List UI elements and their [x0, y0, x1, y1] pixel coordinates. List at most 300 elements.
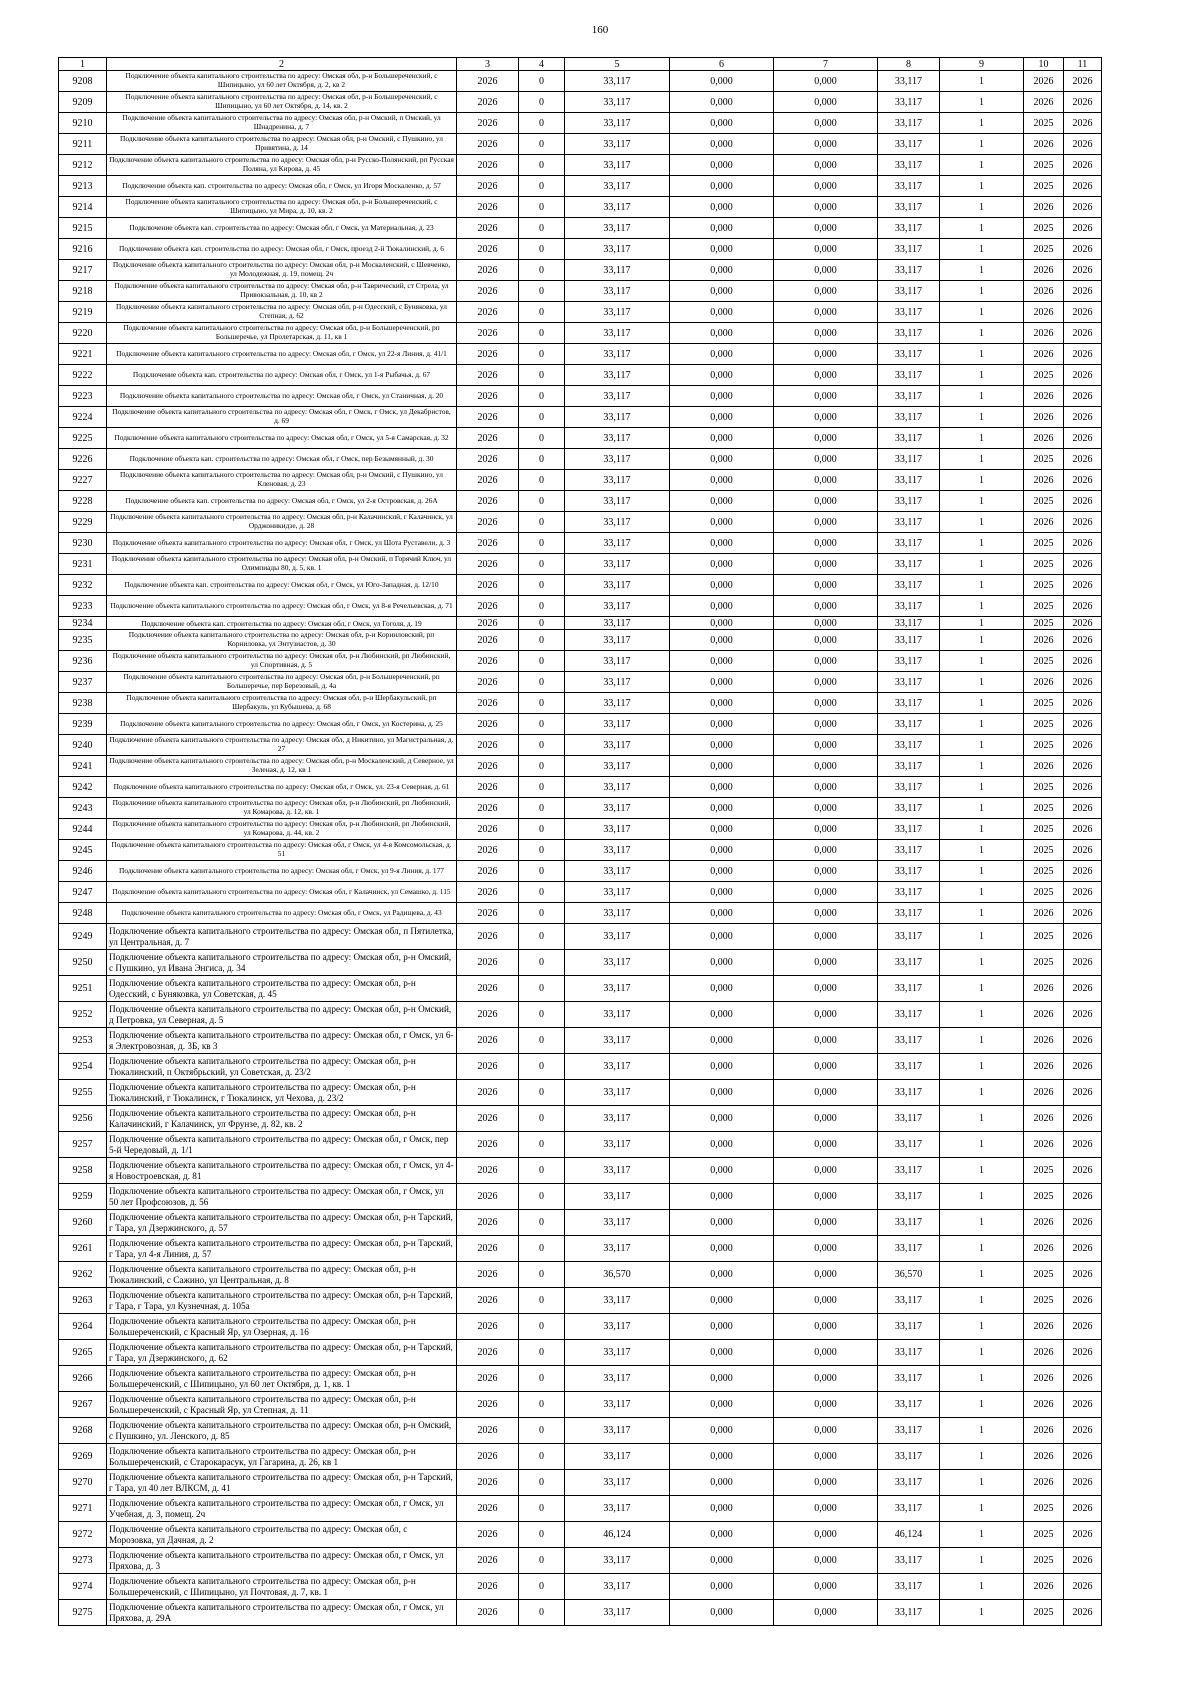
count-cell: 1 — [940, 344, 1024, 365]
count-cell: 1 — [940, 1184, 1024, 1210]
value-cell: 0,000 — [774, 575, 878, 596]
start-year-cell: 2025 — [1024, 714, 1064, 735]
row-number-cell: 9209 — [59, 92, 107, 113]
year-cell: 2026 — [457, 92, 519, 113]
table-row — [59, 449, 1102, 470]
description-cell: Подключение объекта капитального строительства по адресу: Омская обл, г Омск, ул 22-я Линия, д. 41/1 — [107, 344, 457, 365]
start-year-cell: 2025 — [1024, 533, 1064, 554]
table-row — [59, 323, 1102, 344]
count-cell: 1 — [940, 1522, 1024, 1548]
value-cell: 0,000 — [774, 1054, 878, 1080]
total-cell: 33,117 — [878, 777, 940, 798]
end-year-cell: 2026 — [1064, 1470, 1102, 1496]
cost-cell: 33,117 — [565, 554, 670, 575]
row-number-cell: 9237 — [59, 672, 107, 693]
row-number-cell: 9215 — [59, 218, 107, 239]
cost-cell: 33,117 — [565, 777, 670, 798]
start-year-cell: 2026 — [1024, 1314, 1064, 1340]
count-cell: 1 — [940, 470, 1024, 491]
end-year-cell: 2026 — [1064, 218, 1102, 239]
year-cell: 2026 — [457, 1184, 519, 1210]
zero-cell: 0 — [519, 693, 565, 714]
count-cell: 1 — [940, 1366, 1024, 1392]
start-year-cell: 2025 — [1024, 1184, 1064, 1210]
count-cell: 1 — [940, 512, 1024, 533]
zero-cell: 0 — [519, 575, 565, 596]
zero-cell: 0 — [519, 617, 565, 630]
end-year-cell: 2026 — [1064, 756, 1102, 777]
table-row — [59, 134, 1102, 155]
cost-cell: 33,117 — [565, 1574, 670, 1600]
end-year-cell: 2026 — [1064, 197, 1102, 218]
end-year-cell: 2026 — [1064, 365, 1102, 386]
value-cell: 0,000 — [774, 1418, 878, 1444]
start-year-cell: 2025 — [1024, 113, 1064, 134]
start-year-cell: 2026 — [1024, 428, 1064, 449]
count-cell: 1 — [940, 1288, 1024, 1314]
count-cell: 1 — [940, 449, 1024, 470]
total-cell: 33,117 — [878, 950, 940, 976]
row-number-cell: 9251 — [59, 976, 107, 1002]
end-year-cell: 2026 — [1064, 819, 1102, 840]
start-year-cell: 2026 — [1024, 672, 1064, 693]
value-cell: 0,000 — [774, 491, 878, 512]
start-year-cell: 2026 — [1024, 903, 1064, 924]
total-cell: 33,117 — [878, 302, 940, 323]
total-cell: 33,117 — [878, 407, 940, 428]
total-cell: 33,117 — [878, 1158, 940, 1184]
end-year-cell: 2026 — [1064, 596, 1102, 617]
cost-cell: 33,117 — [565, 344, 670, 365]
year-cell: 2026 — [457, 693, 519, 714]
year-cell: 2026 — [457, 512, 519, 533]
table-row — [59, 407, 1102, 428]
description-cell: Подключение объекта капитального строительства по адресу: Омская обл, р-н Большереченский, с Шипицыно, ул 60 лет Октября, д. 14, кв. 2 — [107, 92, 457, 113]
zero-cell: 0 — [519, 533, 565, 554]
row-number-cell: 9244 — [59, 819, 107, 840]
value-cell: 0,000 — [774, 323, 878, 344]
total-cell: 33,117 — [878, 1470, 940, 1496]
end-year-cell: 2026 — [1064, 1106, 1102, 1132]
table-row — [59, 260, 1102, 281]
start-year-cell: 2025 — [1024, 777, 1064, 798]
count-cell: 1 — [940, 617, 1024, 630]
cost-cell: 33,117 — [565, 512, 670, 533]
total-cell: 33,117 — [878, 1106, 940, 1132]
cost-cell: 33,117 — [565, 1028, 670, 1054]
zero-cell: 0 — [519, 861, 565, 882]
cost-cell: 33,117 — [565, 323, 670, 344]
cost-cell: 46,124 — [565, 1522, 670, 1548]
start-year-cell: 2026 — [1024, 344, 1064, 365]
value-cell: 0,000 — [670, 1262, 774, 1288]
value-cell: 0,000 — [774, 176, 878, 197]
zero-cell: 0 — [519, 1184, 565, 1210]
value-cell: 0,000 — [670, 71, 774, 92]
description-cell: Подключение объекта кап. строительства по адресу: Омская обл, г Омск, ул Игоря Москаленко, д. 57 — [107, 176, 457, 197]
zero-cell: 0 — [519, 239, 565, 260]
cost-cell: 33,117 — [565, 672, 670, 693]
table-row — [59, 1054, 1102, 1080]
row-number-cell: 9238 — [59, 693, 107, 714]
zero-cell: 0 — [519, 71, 565, 92]
end-year-cell: 2026 — [1064, 1444, 1102, 1470]
page-number: 160 — [591, 24, 609, 36]
end-year-cell: 2026 — [1064, 735, 1102, 756]
value-cell: 0,000 — [774, 470, 878, 491]
row-number-cell: 9250 — [59, 950, 107, 976]
value-cell: 0,000 — [670, 819, 774, 840]
end-year-cell: 2026 — [1064, 71, 1102, 92]
table-row — [59, 92, 1102, 113]
total-cell: 33,117 — [878, 260, 940, 281]
value-cell: 0,000 — [774, 819, 878, 840]
cost-cell: 33,117 — [565, 1314, 670, 1340]
start-year-cell: 2026 — [1024, 71, 1064, 92]
zero-cell: 0 — [519, 1444, 565, 1470]
zero-cell: 0 — [519, 1028, 565, 1054]
end-year-cell: 2026 — [1064, 672, 1102, 693]
table-row — [59, 302, 1102, 323]
row-number-cell: 9221 — [59, 344, 107, 365]
end-year-cell: 2026 — [1064, 840, 1102, 861]
table-row — [59, 1132, 1102, 1158]
column-number-header-row — [59, 58, 1102, 71]
count-cell: 1 — [940, 1080, 1024, 1106]
total-cell: 33,117 — [878, 554, 940, 575]
count-cell: 1 — [940, 176, 1024, 197]
row-number-cell: 9208 — [59, 71, 107, 92]
description-cell: Подключение объекта капитального строительства по адресу: Омская обл, р-н Тюкалинский, с Сажино, ул Центральная, д. 8 — [107, 1262, 457, 1288]
zero-cell: 0 — [519, 735, 565, 756]
description-cell: Подключение объекта капитального строительства по адресу: Омская обл, с Морозовка, ул Дачная, д. 2 — [107, 1522, 457, 1548]
cost-cell: 33,117 — [565, 756, 670, 777]
value-cell: 0,000 — [670, 1366, 774, 1392]
cost-cell: 33,117 — [565, 819, 670, 840]
value-cell: 0,000 — [774, 672, 878, 693]
total-cell: 33,117 — [878, 470, 940, 491]
cost-cell: 33,117 — [565, 714, 670, 735]
description-cell: Подключение объекта капитального строительства по адресу: Омская обл, р-н Любинский, рп Любинский, ул Комарова, д. 44, кв. 2 — [107, 819, 457, 840]
start-year-cell: 2026 — [1024, 134, 1064, 155]
zero-cell: 0 — [519, 1054, 565, 1080]
row-number-cell: 9262 — [59, 1262, 107, 1288]
count-cell: 1 — [940, 798, 1024, 819]
start-year-cell: 2025 — [1024, 176, 1064, 197]
cost-cell: 33,117 — [565, 651, 670, 672]
connections-register-table — [58, 57, 1102, 1626]
cost-cell: 33,117 — [565, 693, 670, 714]
year-cell: 2026 — [457, 1314, 519, 1340]
value-cell: 0,000 — [774, 449, 878, 470]
zero-cell: 0 — [519, 1158, 565, 1184]
count-cell: 1 — [940, 71, 1024, 92]
year-cell: 2026 — [457, 155, 519, 176]
table-row — [59, 218, 1102, 239]
total-cell: 33,117 — [878, 798, 940, 819]
end-year-cell: 2026 — [1064, 1132, 1102, 1158]
cost-cell: 33,117 — [565, 155, 670, 176]
zero-cell: 0 — [519, 407, 565, 428]
zero-cell: 0 — [519, 903, 565, 924]
value-cell: 0,000 — [670, 1418, 774, 1444]
zero-cell: 0 — [519, 92, 565, 113]
year-cell: 2026 — [457, 1210, 519, 1236]
count-cell: 1 — [940, 239, 1024, 260]
table-row — [59, 239, 1102, 260]
start-year-cell: 2026 — [1024, 1470, 1064, 1496]
start-year-cell: 2026 — [1024, 630, 1064, 651]
cost-cell: 33,117 — [565, 1470, 670, 1496]
total-cell: 33,117 — [878, 756, 940, 777]
description-cell: Подключение объекта кап. строительства по адресу: Омская обл, г Омск, пер Безымянный, д. 30 — [107, 449, 457, 470]
year-cell: 2026 — [457, 239, 519, 260]
end-year-cell: 2026 — [1064, 449, 1102, 470]
value-cell: 0,000 — [774, 1210, 878, 1236]
column-header: 10 — [1024, 58, 1064, 71]
row-number-cell: 9245 — [59, 840, 107, 861]
end-year-cell: 2026 — [1064, 861, 1102, 882]
total-cell: 33,117 — [878, 281, 940, 302]
end-year-cell: 2026 — [1064, 92, 1102, 113]
total-cell: 33,117 — [878, 1366, 940, 1392]
description-cell: Подключение объекта капитального строительства по адресу: Омская обл, г Омск, ул 6-я Электровозная, д. 3Б, кв 3 — [107, 1028, 457, 1054]
value-cell: 0,000 — [774, 365, 878, 386]
cost-cell: 33,117 — [565, 176, 670, 197]
total-cell: 33,117 — [878, 197, 940, 218]
value-cell: 0,000 — [670, 1522, 774, 1548]
total-cell: 33,117 — [878, 735, 940, 756]
value-cell: 0,000 — [670, 777, 774, 798]
zero-cell: 0 — [519, 1262, 565, 1288]
end-year-cell: 2026 — [1064, 1418, 1102, 1444]
description-cell: Подключение объекта капитального строительства по адресу: Омская обл, р-н Шербакульский, рп Шербакуль, ул Кубышева, д. 68 — [107, 693, 457, 714]
value-cell: 0,000 — [774, 950, 878, 976]
total-cell: 33,117 — [878, 1236, 940, 1262]
row-number-cell: 9241 — [59, 756, 107, 777]
row-number-cell: 9239 — [59, 714, 107, 735]
year-cell: 2026 — [457, 1548, 519, 1574]
zero-cell: 0 — [519, 714, 565, 735]
start-year-cell: 2026 — [1024, 1574, 1064, 1600]
description-cell: Подключение объекта капитального строительства по адресу: Омская обл, р-н Калачинский, г Калачинск, ул Орджоникидзе, д. 28 — [107, 512, 457, 533]
value-cell: 0,000 — [774, 693, 878, 714]
row-number-cell: 9259 — [59, 1184, 107, 1210]
cost-cell: 33,117 — [565, 1548, 670, 1574]
value-cell: 0,000 — [670, 134, 774, 155]
table-row — [59, 903, 1102, 924]
year-cell: 2026 — [457, 1600, 519, 1626]
value-cell: 0,000 — [670, 735, 774, 756]
total-cell: 33,117 — [878, 344, 940, 365]
count-cell: 1 — [940, 840, 1024, 861]
start-year-cell: 2025 — [1024, 596, 1064, 617]
value-cell: 0,000 — [670, 882, 774, 903]
zero-cell: 0 — [519, 1470, 565, 1496]
zero-cell: 0 — [519, 554, 565, 575]
total-cell: 33,117 — [878, 512, 940, 533]
end-year-cell: 2026 — [1064, 113, 1102, 134]
value-cell: 0,000 — [670, 1028, 774, 1054]
value-cell: 0,000 — [670, 1496, 774, 1522]
zero-cell: 0 — [519, 281, 565, 302]
row-number-cell: 9214 — [59, 197, 107, 218]
count-cell: 1 — [940, 260, 1024, 281]
count-cell: 1 — [940, 651, 1024, 672]
description-cell: Подключение объекта капитального строительства по адресу: Омская обл, р-н Большереченский, с Красный Яр, ул Озерная, д. 16 — [107, 1314, 457, 1340]
zero-cell: 0 — [519, 302, 565, 323]
end-year-cell: 2026 — [1064, 1080, 1102, 1106]
cost-cell: 33,117 — [565, 449, 670, 470]
cost-cell: 33,117 — [565, 386, 670, 407]
end-year-cell: 2026 — [1064, 512, 1102, 533]
year-cell: 2026 — [457, 596, 519, 617]
end-year-cell: 2026 — [1064, 1340, 1102, 1366]
row-number-cell: 9227 — [59, 470, 107, 491]
column-header: 11 — [1064, 58, 1102, 71]
count-cell: 1 — [940, 756, 1024, 777]
value-cell: 0,000 — [670, 533, 774, 554]
value-cell: 0,000 — [670, 155, 774, 176]
cost-cell: 33,117 — [565, 71, 670, 92]
row-number-cell: 9267 — [59, 1392, 107, 1418]
value-cell: 0,000 — [670, 1132, 774, 1158]
total-cell: 46,124 — [878, 1522, 940, 1548]
count-cell: 1 — [940, 1496, 1024, 1522]
year-cell: 2026 — [457, 134, 519, 155]
value-cell: 0,000 — [670, 950, 774, 976]
year-cell: 2026 — [457, 950, 519, 976]
zero-cell: 0 — [519, 1080, 565, 1106]
end-year-cell: 2026 — [1064, 976, 1102, 1002]
total-cell: 33,117 — [878, 575, 940, 596]
row-number-cell: 9226 — [59, 449, 107, 470]
row-number-cell: 9222 — [59, 365, 107, 386]
end-year-cell: 2026 — [1064, 239, 1102, 260]
start-year-cell: 2026 — [1024, 281, 1064, 302]
end-year-cell: 2026 — [1064, 428, 1102, 449]
table-row — [59, 735, 1102, 756]
cost-cell: 33,117 — [565, 950, 670, 976]
zero-cell: 0 — [519, 1314, 565, 1340]
description-cell: Подключение объекта капитального строительства по адресу: Омская обл, р-н Большереченский, рп Большеречье, ул Пролетарская, д. 11, кв 1 — [107, 323, 457, 344]
zero-cell: 0 — [519, 596, 565, 617]
row-number-cell: 9254 — [59, 1054, 107, 1080]
description-cell: Подключение объекта капитального строительства по адресу: Омская обл, г Омск, ул Шота Руставели, д. 3 — [107, 533, 457, 554]
zero-cell: 0 — [519, 155, 565, 176]
total-cell: 33,117 — [878, 976, 940, 1002]
table-row — [59, 1002, 1102, 1028]
zero-cell: 0 — [519, 512, 565, 533]
value-cell: 0,000 — [774, 1002, 878, 1028]
description-cell: Подключение объекта капитального строительства по адресу: Омская обл, р-н Тарский, г Тара, ул 4-я Линия, д. 57 — [107, 1236, 457, 1262]
value-cell: 0,000 — [670, 575, 774, 596]
start-year-cell: 2026 — [1024, 1418, 1064, 1444]
row-number-cell: 9264 — [59, 1314, 107, 1340]
description-cell: Подключение объекта капитального строительства по адресу: Омская обл, р-н Тюкалинский, п Октябрьский, ул Советская, д. 23/2 — [107, 1054, 457, 1080]
value-cell: 0,000 — [774, 798, 878, 819]
year-cell: 2026 — [457, 1392, 519, 1418]
total-cell: 33,117 — [878, 630, 940, 651]
zero-cell: 0 — [519, 756, 565, 777]
count-cell: 1 — [940, 1444, 1024, 1470]
description-cell: Подключение объекта капитального строительства по адресу: Омская обл, р-н Омский, с Пушкино, ул Ивана Энгиса, д. 34 — [107, 950, 457, 976]
value-cell: 0,000 — [774, 1366, 878, 1392]
value-cell: 0,000 — [774, 735, 878, 756]
year-cell: 2026 — [457, 1132, 519, 1158]
year-cell: 2026 — [457, 777, 519, 798]
table-row — [59, 1470, 1102, 1496]
table-row — [59, 491, 1102, 512]
row-number-cell: 9249 — [59, 924, 107, 950]
description-cell: Подключение объекта капитального строительства по адресу: Омская обл, р-н Большереченский, с Шипицыно, ул 60 лет Октября, д. 1, кв. 1 — [107, 1366, 457, 1392]
cost-cell: 33,117 — [565, 218, 670, 239]
value-cell: 0,000 — [774, 92, 878, 113]
end-year-cell: 2026 — [1064, 1574, 1102, 1600]
start-year-cell: 2025 — [1024, 239, 1064, 260]
cost-cell: 33,117 — [565, 1496, 670, 1522]
description-cell: Подключение объекта капитального строительства по адресу: Омская обл, р-н Одесский, с Буняковка, ул Степная, д. 62 — [107, 302, 457, 323]
year-cell: 2026 — [457, 113, 519, 134]
count-cell: 1 — [940, 714, 1024, 735]
end-year-cell: 2026 — [1064, 176, 1102, 197]
year-cell: 2026 — [457, 1028, 519, 1054]
start-year-cell: 2026 — [1024, 386, 1064, 407]
value-cell: 0,000 — [670, 596, 774, 617]
value-cell: 0,000 — [670, 302, 774, 323]
cost-cell: 36,570 — [565, 1262, 670, 1288]
count-cell: 1 — [940, 903, 1024, 924]
description-cell: Подключение объекта капитального строительства по адресу: Омская обл, р-н Большереченский, с Шипицыно, ул Мира, д. 10, кв. 2 — [107, 197, 457, 218]
end-year-cell: 2026 — [1064, 155, 1102, 176]
start-year-cell: 2026 — [1024, 92, 1064, 113]
total-cell: 33,117 — [878, 1574, 940, 1600]
zero-cell: 0 — [519, 672, 565, 693]
table-row — [59, 693, 1102, 714]
end-year-cell: 2026 — [1064, 950, 1102, 976]
row-number-cell: 9275 — [59, 1600, 107, 1626]
value-cell: 0,000 — [774, 1548, 878, 1574]
zero-cell: 0 — [519, 1002, 565, 1028]
total-cell: 33,117 — [878, 882, 940, 903]
value-cell: 0,000 — [670, 197, 774, 218]
table-row — [59, 1158, 1102, 1184]
value-cell: 0,000 — [670, 1314, 774, 1340]
row-number-cell: 9219 — [59, 302, 107, 323]
total-cell: 36,570 — [878, 1262, 940, 1288]
count-cell: 1 — [940, 1236, 1024, 1262]
count-cell: 1 — [940, 861, 1024, 882]
description-cell: Подключение объекта капитального строительства по адресу: Омская обл, р-н Большереченский, с Шипицыно, ул 60 лет Октября, д. 2, кв 2 — [107, 71, 457, 92]
value-cell: 0,000 — [774, 756, 878, 777]
zero-cell: 0 — [519, 323, 565, 344]
table-row — [59, 554, 1102, 575]
year-cell: 2026 — [457, 756, 519, 777]
zero-cell: 0 — [519, 1106, 565, 1132]
zero-cell: 0 — [519, 491, 565, 512]
start-year-cell: 2025 — [1024, 950, 1064, 976]
year-cell: 2026 — [457, 323, 519, 344]
cost-cell: 33,117 — [565, 617, 670, 630]
cost-cell: 33,117 — [565, 260, 670, 281]
year-cell: 2026 — [457, 491, 519, 512]
count-cell: 1 — [940, 281, 1024, 302]
count-cell: 1 — [940, 1392, 1024, 1418]
zero-cell: 0 — [519, 1496, 565, 1522]
row-number-cell: 9240 — [59, 735, 107, 756]
value-cell: 0,000 — [670, 1236, 774, 1262]
total-cell: 33,117 — [878, 218, 940, 239]
